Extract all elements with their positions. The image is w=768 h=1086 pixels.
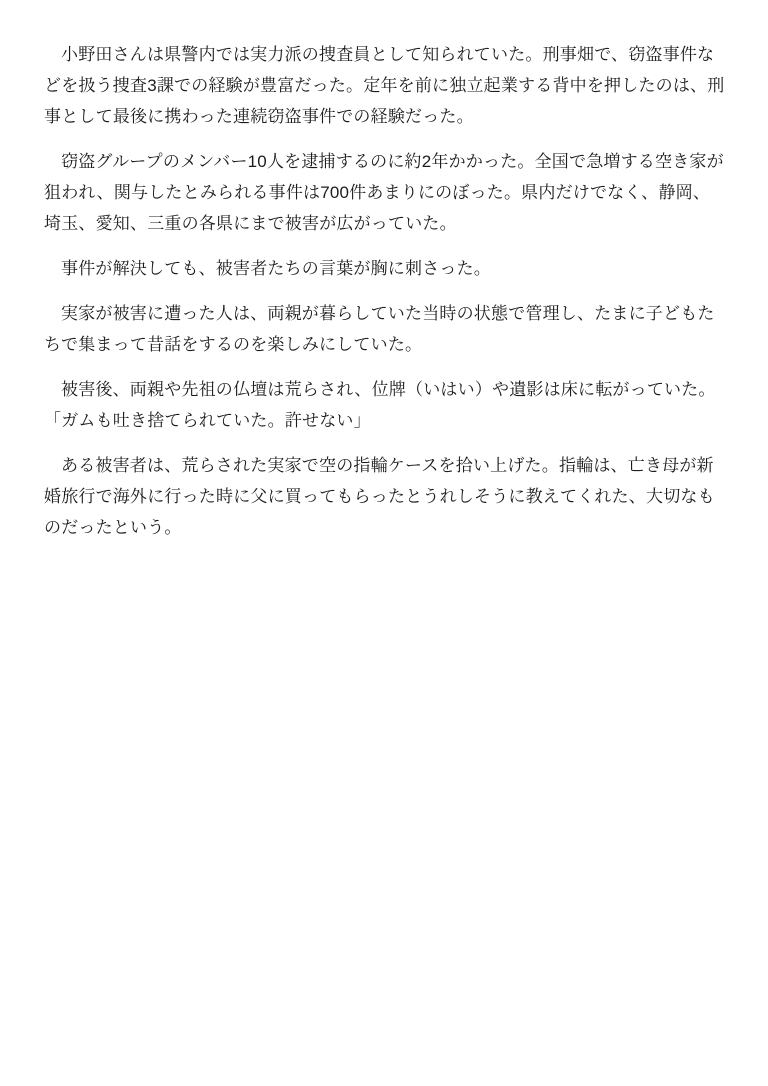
paragraph: 小野田さんは県警内では実力派の捜査員として知られていた。刑事畑で、窃盗事件などを扱う捜査3課での経験が豊富だった。定年を前に独立起業する背中を押したのは、刑事として最後に携わった連続窃盗事件での経験だった。: [44, 45, 725, 126]
paragraph: 窃盗グループのメンバー10人を逮捕するのに約2年かかった。全国で急増する空き家が狙われ、関与したとみられる事件は700件あまりにのぼった。県内だけでなく、静岡、埼玉、愛知、三重の各県にまで被害が広がっていた。: [44, 152, 724, 233]
paragraph: ある被害者は、荒らされた実家で空の指輪ケースを拾い上げた。指輪は、亡き母が新婚旅行で海外に行った時に父に買ってもらったとうれしそうに教えてくれた、大切なものだったという。: [44, 456, 715, 537]
paragraph: 被害後、両親や先祖の仏壇は荒らされ、位牌（いはい）や遺影は床に転がっていた。「ガムも吐き捨てられていた。許せない」: [44, 380, 716, 430]
paragraph: 事件が解決しても、被害者たちの言葉が胸に刺さった。: [61, 259, 491, 278]
article-body: [44, 39, 726, 543]
paragraph: 実家が被害に遭った人は、両親が暮らしていた当時の状態で管理し、たまに子どもたちで集まって昔話をするのを楽しみにしていた。: [44, 304, 715, 354]
